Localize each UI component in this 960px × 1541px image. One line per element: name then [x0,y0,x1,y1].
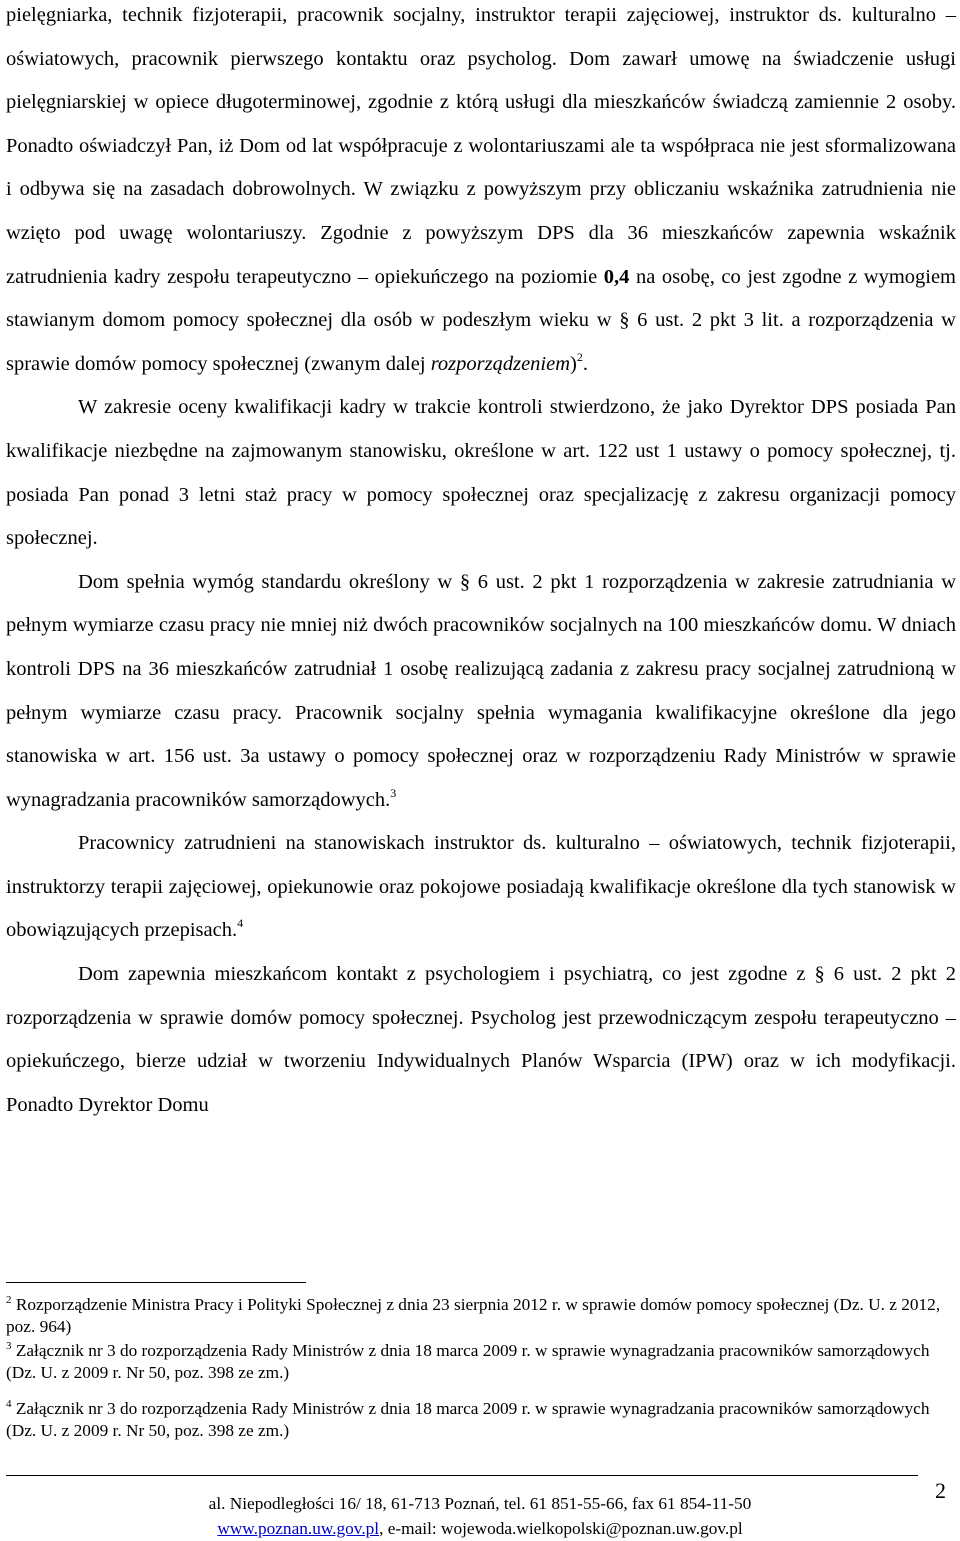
paragraph-text: pielęgniarka, technik fizjoterapii, pracownik socjalny, instruktor terapii zajęciowej, instruktor ds. kulturalno – oświatowych, pracownik pierwszego kontaktu oraz psycholog. Dom zawarł umowę na świadczenie usługi pielęgniarskiej w opiece długoterminowej, zgodnie z którą usługi dla mieszkańców świadczą zamiennie 2 osoby. Ponadto oświadczył Pan, iż Dom od lat współpracuje z wolontariuszami ale ta współpraca nie jest sformalizowana i odbywa się na zasadach dobrowolnych. W związku z powyższym przy obliczaniu wskaźnika zatrudnienia nie wzięto pod uwagę wolontariuszy. Zgodnie z powyższym DPS dla 36 mieszkańców zapewnia wskaźnik zatrudnienia kadry zespołu terapeutyczno – opiekuńczego na poziomie [6,4,956,288]
footer-address: al. Niepodległości 16/ 18, 61-713 Poznań, tel. 61 851-55-66, fax 61 854-11-50 [208,1494,752,1513]
footnote-4 [6,1398,956,1442]
footnotes [6,1294,956,1442]
footer-contact [0,1516,960,1541]
footnote-text: Rozporządzenie Ministra Pracy i Polityki Społecznej z dnia 23 sierpnia 2012 r. w sprawie domów pomocy społecznej (Dz. U. z 2012, poz. 964) [6,1295,941,1336]
paragraph-text: na osobę, co jest zgodne z wymogiem stawianym domom pomocy społecznej dla osób w podeszłym wieku w § 6 ust. 2 pkt 3 lit. a rozporządzenia w sprawie domów pomocy społecznej (zwanym dalej [6,265,957,375]
paragraph-text: . [582,352,588,375]
paragraph-text: W zakresie oceny kwalifikacji kadry w trakcie kontroli stwierdzono, że jako Dyrektor DPS posiada Pan kwalifikacje niezbędne na zajmowanym stanowisku, określone w art. 122 ust 1 ustawy o pomocy społecznej, tj. posiada Pan ponad 3 letni staż pracy w pomocy społecznej oraz specjalizację z zakresu organizacji pomocy społecznej. [6,396,956,550]
paragraph-director-qualifications [6,386,956,560]
footnote-text: Załącznik nr 3 do rozporządzenia Rady Ministrów z dnia 18 marca 2009 r. w sprawie wynagradzania pracowników samorządowych (Dz. U. z 2009 r. Nr 50, poz. 398 ze zm.) [6,1399,930,1440]
paragraph-social-workers [6,561,956,823]
paragraph-text: Pracownicy zatrudnieni na stanowiskach instruktor ds. kulturalno – oświatowych, technik fizjoterapii, instruktorzy terapii zajęciowej, opiekunowie oraz pokojowe posiadają kwalifikacje określone dla tych stanowisk w obowiązujących przepisach. [6,832,956,942]
footnote-3 [6,1340,956,1384]
footer-separator [6,1475,918,1476]
page-footer [0,1491,960,1541]
paragraph-text: Dom zapewnia mieszkańcom kontakt z psychologiem i psychiatrą, co jest zgodne z § 6 ust. 2 pkt 2 rozporządzenia w sprawie domów pomocy społecznej. Psycholog jest przewodniczącym zespołu terapeutyczno – opiekuńczego, bierze udział w tworzeniu Indywidualnych Planów Wsparcia (IPW) oraz w ich modyfikacji. Ponadto Dyrektor Domu [6,963,956,1116]
employment-ratio-value: 0,4 [603,265,630,288]
defined-term: rozporządzeniem [430,352,571,375]
page-number: 2 [935,1478,946,1503]
paragraph-text: Dom spełnia wymóg standardu określony w § 6 ust. 2 pkt 1 rozporządzenia w zakresie zatrudniania w pełnym wymiarze czasu pracy nie mniej niż dwóch pracowników socjalnych na 100 mieszkańców domu. W dniach kontroli DPS na 36 mieszkańców zatrudniał 1 osobę realizującą zadania z zakresu pracy socjalnej zatrudnioną w pełnym wymiarze czasu pracy. Pracownik socjalny spełnia wymagania kwalifikacyjne określone dla jego stanowiska w art. 156 ust. 3a ustawy o pomocy społecznej oraz w rozporządzeniu Rady Ministrów w sprawie wynagradzania pracowników samorządowych. [6,570,956,811]
paragraph-psychologist [6,953,956,1127]
paragraph-staff-qualifications [6,822,956,953]
website-link[interactable]: www.poznan.uw.gov.pl [217,1519,380,1538]
footnote-separator [6,1282,306,1283]
footnote-number: 2 [6,1294,12,1306]
footnote-text: Załącznik nr 3 do rozporządzenia Rady Ministrów z dnia 18 marca 2009 r. w sprawie wynagradzania pracowników samorządowych (Dz. U. z 2009 r. Nr 50, poz. 398 ze zm.) [6,1341,930,1382]
paragraph-staff-indicator [6,0,956,386]
footnote-number: 4 [6,1398,12,1410]
footnote-ref[interactable]: 4 [237,916,244,931]
footer-email: , e-mail: wojewoda.wielkopolski@poznan.uw.gov.pl [379,1519,743,1538]
footnote-number: 3 [6,1340,12,1352]
paragraph-text: ) [570,352,577,375]
body-text [6,0,956,1127]
footnote-2 [6,1294,956,1338]
footnote-ref[interactable]: 3 [390,785,397,800]
footnote-ref[interactable]: 2 [576,349,583,364]
